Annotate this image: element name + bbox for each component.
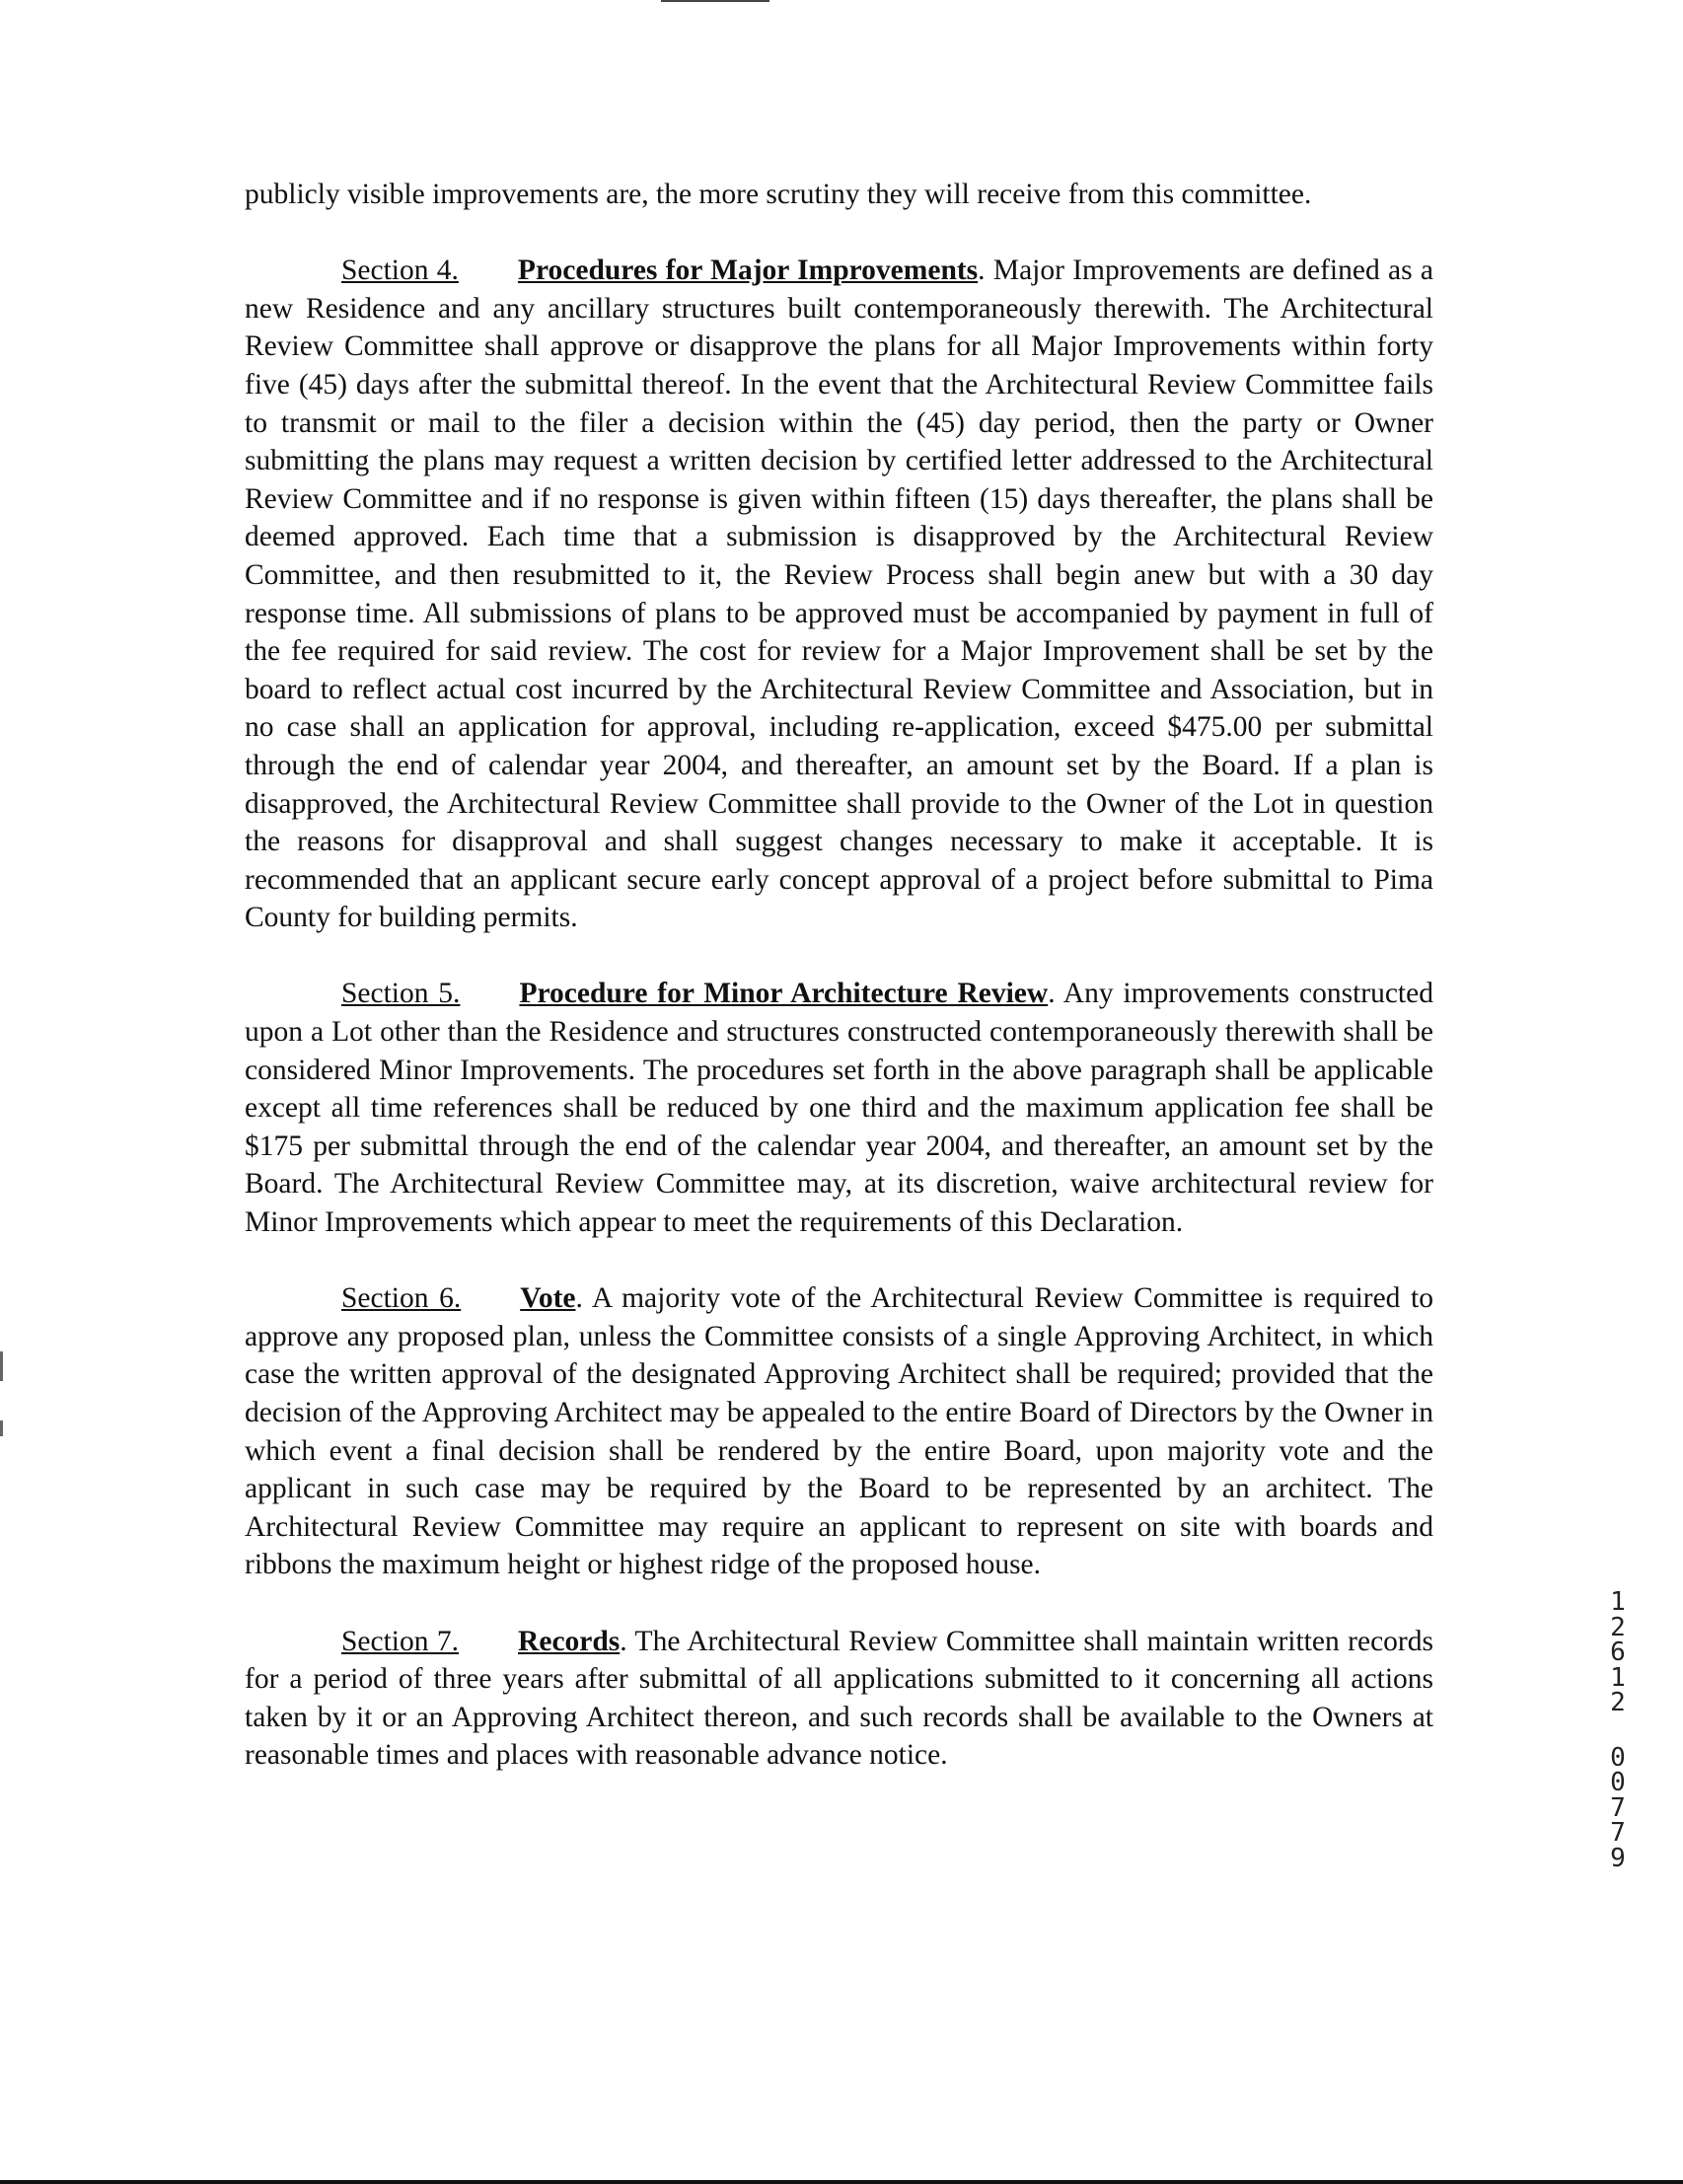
recording-gap xyxy=(1606,1716,1630,1746)
scan-bottom-rule xyxy=(0,2180,1683,2184)
section-body: . Any improvements constructed upon a Lot other than the Residence and structures constructed contemporaneously therewith shall be considered Minor Improvements. The procedures set forth in the above paragraph shall be applicable except all time references shall be reduced by one third and the maximum application fee shall be $175 per submittal through the end of the calendar year 2004, and thereafter, an amount set by the Board. The Architectural Review Committee may, at its discretion, waive architectural review for Minor Improvements which appear to meet the requirements of this Declaration. xyxy=(245,978,1433,1239)
section-body: . A majority vote of the Architectural Review Committee is required to approve any proposed plan, unless the Committee consists of a single Approving Architect, in which case the written approval of the designated Approving Architect shall be required; provided that the decision of the Approving Architect may be appealed to the entire Board of Directors by the Owner in which event a final decision shall be rendered by the entire Board, upon majority vote and the applicant in such case may be required by the Board to be represented by an architect. The Architectural Review Committee may require an applicant to represent on site with boards and ribbons the maximum height or highest ridge of the proposed house. xyxy=(245,1282,1433,1581)
recording-number xyxy=(1606,1587,1630,1873)
continuation-paragraph: publicly visible improvements are, the more scrutiny they will receive from this committee. xyxy=(245,179,1312,210)
recording-digit: 1 xyxy=(1610,1662,1626,1693)
recording-digit: 0 xyxy=(1610,1742,1626,1773)
section-title: Procedures for Major Improvements xyxy=(517,255,979,287)
recording-digit: 7 xyxy=(1610,1818,1626,1848)
recording-digit: 0 xyxy=(1610,1768,1626,1797)
recording-digit: 6 xyxy=(1610,1638,1626,1667)
section-title: Records xyxy=(518,1625,621,1657)
section-label: Section 5. xyxy=(341,978,461,1010)
section-label: Section 7. xyxy=(341,1625,460,1657)
section-7-paragraph xyxy=(245,1623,1433,1775)
scan-edge-mark xyxy=(0,1351,3,1381)
section-6-paragraph xyxy=(245,1279,1433,1584)
scan-edge-mark xyxy=(0,1420,3,1436)
recording-digit: 9 xyxy=(1610,1843,1626,1873)
recording-digit: 2 xyxy=(1610,1612,1626,1642)
section-label: Section 4. xyxy=(341,255,459,287)
recording-digit: 1 xyxy=(1610,1587,1626,1617)
scan-top-rule xyxy=(661,0,769,2)
section-body: . The Architectural Review Committee shall maintain written records for a period of three years after submittal of all applications submitted to it concerning all actions taken by it or an Approving Architect thereon, and such records shall be available to the Owners at reasonable times and places with reasonable advance notice. xyxy=(245,1625,1433,1772)
recording-digit: 2 xyxy=(1610,1688,1626,1717)
section-body: . Major Improvements are defined as a new Residence and any ancillary structures built contemporaneously therewith. The Architectural Review Committee shall approve or disapprove the plans for all Major Improvements within forty five (45) days after the submittal thereof. In the event that the Architectural Review Committee fails to transmit or mail to the filer a decision within the (45) day period, then the party or Owner submitting the plans may request a written decision by certified letter addressed to the Architectural Review Committee and if no response is given within fifteen (15) days thereafter, the plans shall be deemed approved. Each time that a submission is disapproved by the Architectural Review Committee, and then resubmitted to it, the Review Process shall begin anew but with a 30 day response time. All submissions of plans to be approved must be accompanied by payment in full of the fee required for said review. The cost for review for a Major Improvement shall be set by the board to reflect actual cost incurred by the Architectural Review Committee and Association, but in no case shall an application for approval, including re-application, exceed $475.00 per submittal through the end of calendar year 2004, and thereafter, an amount set by the Board. If a plan is disapproved, the Architectural Review Committee shall provide to the Owner of the Lot in question the reasons for disapproval and shall suggest changes necessary to make it acceptable. It is recommended that an applicant secure early concept approval of a project before submittal to Pima County for building permits. xyxy=(245,255,1433,934)
section-label: Section 6. xyxy=(341,1282,462,1315)
section-title: Procedure for Minor Architecture Review xyxy=(519,978,1049,1010)
recording-digit: 7 xyxy=(1610,1792,1626,1823)
document-body xyxy=(245,176,1433,1813)
section-5-paragraph xyxy=(245,975,1433,1241)
section-4-paragraph xyxy=(245,252,1433,937)
section-title: Vote xyxy=(520,1282,576,1315)
